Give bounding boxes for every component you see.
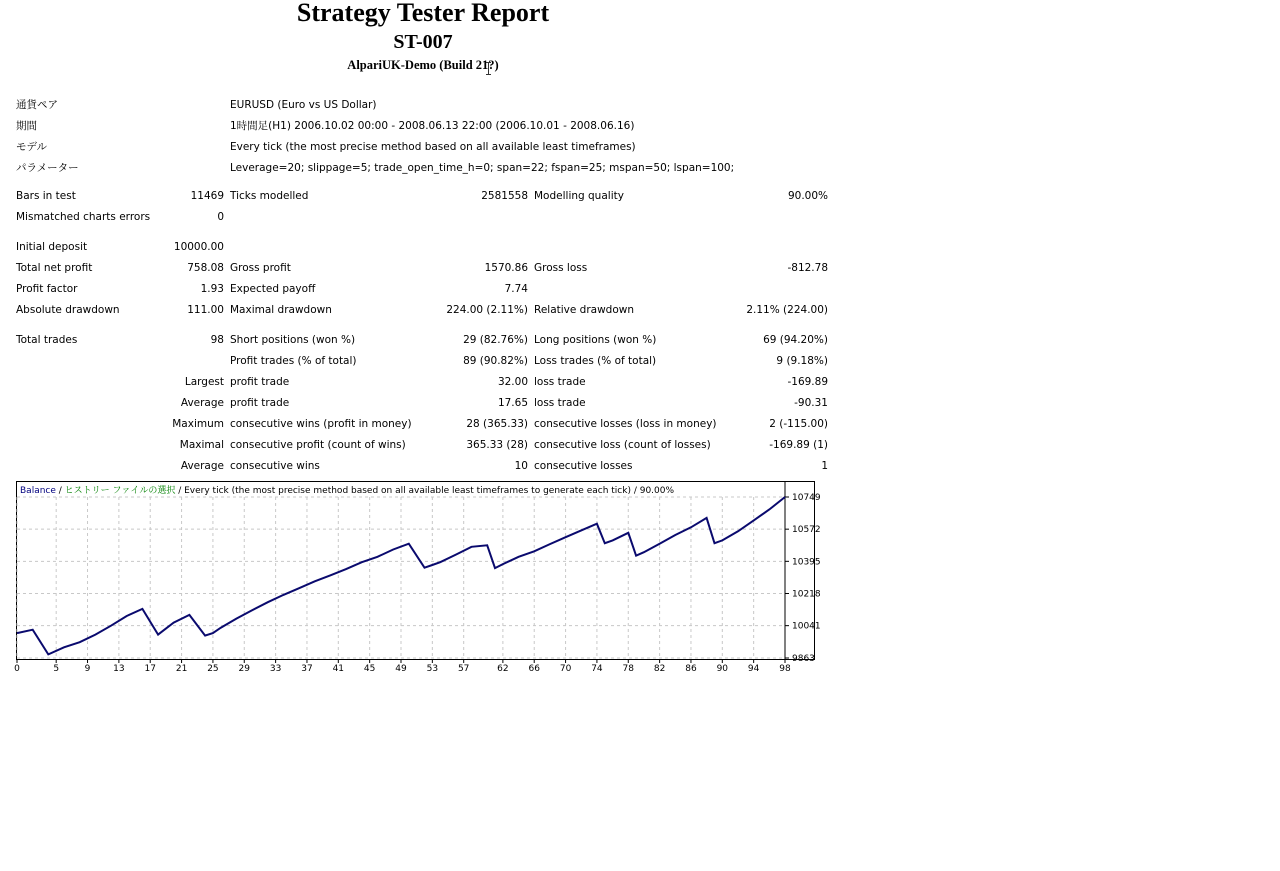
stat-value: -169.89 bbox=[787, 376, 828, 388]
x-tick-label: 45 bbox=[363, 664, 376, 674]
stat-label: consecutive profit (count of wins) bbox=[230, 439, 406, 451]
stat-label: Profit trades (% of total) bbox=[230, 355, 357, 367]
stat-label: Initial deposit bbox=[16, 241, 88, 253]
stat-value: 10000.00 bbox=[173, 241, 224, 253]
x-tick-label: 53 bbox=[426, 664, 439, 674]
server-build: AlpariUK-Demo (Build 21?) bbox=[347, 58, 499, 72]
stat-value: 224.00 (2.11%) bbox=[446, 304, 528, 316]
stat-label: consecutive losses (loss in money) bbox=[534, 418, 717, 430]
legend-separator: / bbox=[55, 486, 65, 496]
stat-value: 1570.86 bbox=[484, 262, 528, 274]
x-tick-label: 82 bbox=[653, 664, 666, 674]
stat-label: Relative drawdown bbox=[534, 304, 635, 316]
x-tick-label: 74 bbox=[591, 664, 603, 674]
stat-label: Modelling quality bbox=[534, 190, 624, 202]
stat-value: 69 (94.20%) bbox=[763, 334, 828, 346]
stat-label: profit trade bbox=[230, 376, 290, 388]
stat-value: 10 bbox=[514, 460, 528, 472]
x-tick-label: 37 bbox=[301, 664, 313, 674]
stat-value: -169.89 (1) bbox=[769, 439, 828, 451]
stat-label: Largest bbox=[184, 376, 224, 388]
x-tick-label: 62 bbox=[497, 664, 509, 674]
stat-label: consecutive wins bbox=[230, 460, 320, 472]
stat-label: Absolute drawdown bbox=[16, 304, 120, 316]
y-tick-label: 10572 bbox=[792, 525, 821, 536]
x-tick-label: 9 bbox=[84, 664, 91, 674]
stat-label: Average bbox=[180, 460, 224, 472]
stat-label: Long positions (won %) bbox=[534, 334, 657, 346]
stat-value: 98 bbox=[210, 334, 224, 346]
setting-label: パラメーター bbox=[16, 162, 79, 174]
setting-value: Every tick (the most precise method based on all available least timeframes) bbox=[230, 141, 636, 153]
x-tick-label: 70 bbox=[559, 664, 572, 674]
setting-value: EURUSD (Euro vs US Dollar) bbox=[230, 99, 377, 111]
expert-name: ST-007 bbox=[393, 31, 453, 53]
stat-label: consecutive wins (profit in money) bbox=[230, 418, 412, 430]
stat-label: Profit factor bbox=[16, 283, 78, 295]
x-tick-label: 98 bbox=[779, 664, 791, 674]
setting-label: モデル bbox=[16, 141, 47, 153]
x-tick-label: 49 bbox=[395, 664, 407, 674]
stat-label: Total net profit bbox=[16, 262, 93, 274]
stat-value: 2.11% (224.00) bbox=[746, 304, 828, 316]
stat-label: Average bbox=[180, 397, 224, 409]
stat-value: 7.74 bbox=[504, 283, 528, 295]
y-tick-label: 10041 bbox=[792, 621, 821, 632]
legend-model: Every tick (the most precise method based on all available least timeframes to generate each tick) / 90.00% bbox=[184, 486, 675, 496]
stat-value: 1 bbox=[821, 460, 828, 472]
x-tick-label: 21 bbox=[175, 664, 188, 674]
x-tick-label: 33 bbox=[269, 664, 282, 674]
x-tick-label: 13 bbox=[113, 664, 125, 674]
stat-label: Ticks modelled bbox=[230, 190, 309, 202]
stat-value: 111.00 bbox=[187, 304, 224, 316]
x-tick-label: 78 bbox=[622, 664, 634, 674]
report-title: Strategy Tester Report bbox=[296, 0, 550, 27]
stat-value: 32.00 bbox=[497, 376, 528, 388]
stat-label: Maximal bbox=[179, 439, 224, 451]
y-tick-label: 9863 bbox=[792, 654, 815, 664]
stat-value: 0 bbox=[217, 211, 224, 223]
chart-legend bbox=[20, 484, 674, 496]
x-tick-label: 90 bbox=[716, 664, 729, 674]
stat-label: Gross loss bbox=[534, 262, 588, 274]
stat-label: Maximum bbox=[172, 418, 224, 430]
y-tick-label: 10749 bbox=[792, 493, 821, 503]
stat-value: 17.65 bbox=[497, 397, 528, 409]
setting-value: Leverage=20; slippage=5; trade_open_time_h=0; span=22; fspan=25; mspan=50; lspan=100; bbox=[230, 162, 735, 174]
stat-value: 29 (82.76%) bbox=[463, 334, 528, 346]
stat-label: Bars in test bbox=[16, 190, 76, 202]
stat-value: 9 (9.18%) bbox=[776, 355, 828, 367]
legend-separator: / bbox=[175, 486, 185, 496]
stat-label: Gross profit bbox=[230, 262, 291, 274]
y-tick-label: 10218 bbox=[792, 589, 821, 600]
stat-value: -812.78 bbox=[787, 262, 828, 274]
stat-value: 28 (365.33) bbox=[466, 418, 528, 430]
stat-label: consecutive losses bbox=[534, 460, 633, 472]
setting-label: 期間 bbox=[16, 120, 37, 132]
x-tick-label: 94 bbox=[747, 664, 760, 674]
setting-label: 通貨ペア bbox=[16, 99, 58, 111]
stat-label: Loss trades (% of total) bbox=[534, 355, 657, 367]
stat-label: Short positions (won %) bbox=[230, 334, 356, 346]
x-tick-label: 5 bbox=[53, 664, 60, 674]
stat-label: loss trade bbox=[534, 376, 586, 388]
legend-history-file: ヒストリー ファイルの選択 bbox=[64, 486, 176, 496]
stat-label: consecutive loss (count of losses) bbox=[534, 439, 711, 451]
y-tick-label: 10395 bbox=[792, 557, 821, 568]
stat-value: 2581558 bbox=[481, 190, 528, 202]
stat-label: Maximal drawdown bbox=[230, 304, 332, 316]
stat-label: profit trade bbox=[230, 397, 290, 409]
stat-value: 365.33 (28) bbox=[466, 439, 528, 451]
setting-value: 1時間足(H1) 2006.10.02 00:00 - 2008.06.13 22:00 (2006.10.01 - 2008.06.16) bbox=[230, 120, 635, 132]
chart-frame bbox=[17, 482, 815, 660]
stat-value: 89 (90.82%) bbox=[463, 355, 528, 367]
legend-balance: Balance bbox=[20, 486, 56, 496]
x-tick-label: 25 bbox=[207, 664, 219, 674]
x-tick-label: 41 bbox=[332, 664, 345, 674]
stat-value: 758.08 bbox=[187, 262, 224, 274]
stat-value: 11469 bbox=[190, 190, 224, 202]
x-tick-label: 29 bbox=[238, 664, 250, 674]
stat-label: loss trade bbox=[534, 397, 586, 409]
stat-value: 90.00% bbox=[787, 190, 828, 202]
stat-label: Expected payoff bbox=[230, 283, 316, 295]
stat-label: Mismatched charts errors bbox=[16, 211, 151, 223]
x-tick-label: 0 bbox=[14, 664, 20, 674]
x-tick-label: 66 bbox=[528, 664, 540, 674]
stat-value: 2 (-115.00) bbox=[769, 418, 828, 430]
stat-value: 1.93 bbox=[200, 283, 224, 295]
x-tick-label: 86 bbox=[685, 664, 697, 674]
x-tick-label: 57 bbox=[457, 664, 470, 674]
x-tick-label: 17 bbox=[144, 664, 156, 674]
stat-value: -90.31 bbox=[794, 397, 828, 409]
stat-label: Total trades bbox=[16, 334, 78, 346]
